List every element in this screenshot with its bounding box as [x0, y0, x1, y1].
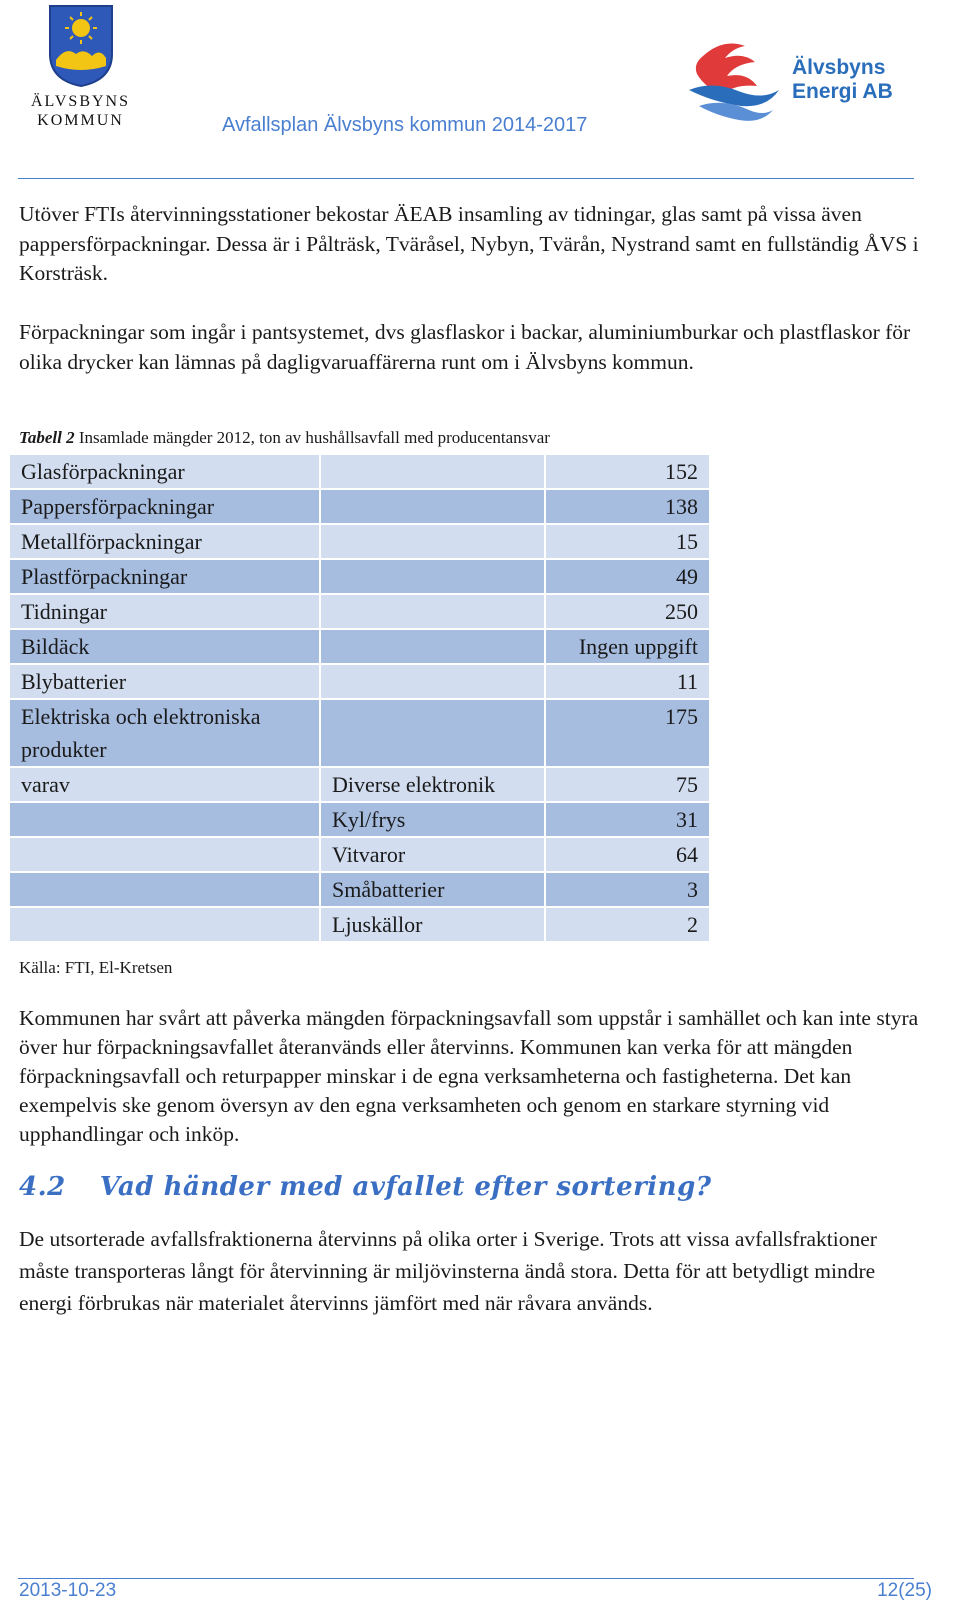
footer-divider: [18, 1578, 914, 1579]
paragraph-after-sorting: De utsorterade avfallsfraktionerna återvinns på olika orter i Sverige. Trots att vissa avfallsfraktioner måste transporteras långt för återvinning är miljövinsterna ändå stora. Detta för att betydligt mindre energi förbrukas när materialet återvinns jämfört med när råvara används.: [19, 1227, 877, 1315]
table-cell-subcategory: Diverse elektronik: [320, 767, 545, 802]
section-heading: [19, 1172, 712, 1202]
table-cell-category: Plastförpackningar: [9, 559, 320, 594]
table-row: [9, 872, 710, 907]
table-cell-category: [9, 907, 320, 942]
table-cell-value: 49: [545, 559, 710, 594]
table-row: [9, 454, 710, 489]
table-row: [9, 629, 710, 664]
footer-date: 2013-10-23: [19, 1580, 117, 1601]
table-cell-value: 64: [545, 837, 710, 872]
municipality-name-line2: KOMMUN: [37, 112, 124, 129]
table-row: [9, 907, 710, 942]
table-cell-category: Blybatterier: [9, 664, 320, 699]
table-cell-subcategory: [320, 664, 545, 699]
section-number: 4.2: [19, 1172, 66, 1202]
table-cell-value: 31: [545, 802, 710, 837]
table-caption: [19, 428, 550, 448]
table-row: [9, 837, 710, 872]
table-source-note: Källa: FTI, El-Kretsen: [19, 958, 173, 977]
table-cell-category: varav: [9, 767, 320, 802]
collected-amounts-table: [8, 453, 711, 943]
table-cell-category: Pappersförpackningar: [9, 489, 320, 524]
energy-name-line2: Energi AB: [792, 80, 893, 103]
table-cell-category: Metallförpackningar: [9, 524, 320, 559]
table-row: [9, 767, 710, 802]
table-cell-subcategory: [320, 454, 545, 489]
document-title: Avfallsplan Älvsbyns kommun 2014-2017: [222, 114, 588, 136]
energy-company-logo: [683, 38, 783, 126]
table-row: [9, 524, 710, 559]
table-cell-category: [9, 802, 320, 837]
table-cell-category: Bildäck: [9, 629, 320, 664]
table-cell-value: 152: [545, 454, 710, 489]
municipality-name: [18, 92, 143, 130]
table-row: [9, 594, 710, 629]
table-cell-value: 15: [545, 524, 710, 559]
table-caption-text: Insamlade mängder 2012, ton av hushållsavfall med producentansvar: [74, 428, 550, 447]
paragraph-deposit-system: Förpackningar som ingår i pantsystemet, dvs glasflaskor i backar, aluminiumburkar och plastflaskor för olika drycker kan lämnas på dagligvaruaffärerna runt om i Älvsbyns kommun.: [19, 320, 911, 374]
table-cell-category: Elektriska och elektroniska produkter: [9, 699, 320, 767]
section-title: Vad händer med avfallet efter sortering?: [99, 1172, 712, 1202]
table-cell-category: Tidningar: [9, 594, 320, 629]
table-row: [9, 664, 710, 699]
table-cell-subcategory: [320, 699, 545, 767]
energy-company-name: [792, 56, 893, 104]
table-cell-value: 250: [545, 594, 710, 629]
paragraph-recycling-stations: Utöver FTIs återvinningsstationer bekostar ÄEAB insamling av tidningar, glas samt på vissa även pappersförpackningar. Dessa är i Pålträsk, Tväråsel, Nybyn, Tvärån, Nystrand samt en fullständig ÅVS i Korsträsk.: [19, 202, 919, 285]
table-cell-value: 75: [545, 767, 710, 802]
table-cell-category: Glasförpackningar: [9, 454, 320, 489]
table-cell-value: Ingen uppgift: [545, 629, 710, 664]
paragraph-packaging-waste: Kommunen har svårt att påverka mängden förpackningsavfall som uppstår i samhället och kan inte styra över hur förpackningsavfallet återanvänds eller återvinns. Kommunen kan verka för att mängden förpackningsavfall och returpapper minskar i de egna verksamheterna och fastigheterna. Det kan exempelvis ske genom översyn av den egna verksamheten och genom en starkare styrning vid upphandlingar och inköp.: [19, 1006, 919, 1146]
table-cell-value: 175: [545, 699, 710, 767]
table-cell-subcategory: [320, 524, 545, 559]
table-row: [9, 699, 710, 767]
table-cell-value: 11: [545, 664, 710, 699]
table-cell-subcategory: [320, 559, 545, 594]
table-row: [9, 802, 710, 837]
table-cell-value: 138: [545, 489, 710, 524]
table-caption-label: Tabell 2: [19, 428, 75, 447]
table-cell-subcategory: Vitvaror: [320, 837, 545, 872]
table-cell-category: [9, 872, 320, 907]
municipality-crest-logo: [46, 2, 116, 88]
table-cell-subcategory: Ljuskällor: [320, 907, 545, 942]
table-cell-subcategory: [320, 594, 545, 629]
table-cell-subcategory: [320, 489, 545, 524]
table-cell-value: 3: [545, 872, 710, 907]
municipality-name-line1: ÄLVSBYNS: [31, 93, 130, 110]
table-cell-category: [9, 837, 320, 872]
table-cell-subcategory: Kyl/frys: [320, 802, 545, 837]
table-cell-value: 2: [545, 907, 710, 942]
footer-page-number: 12(25): [877, 1580, 932, 1601]
table-cell-subcategory: Småbatterier: [320, 872, 545, 907]
energy-name-line1: Älvsbyns: [792, 56, 886, 79]
table-cell-subcategory: [320, 629, 545, 664]
table-row: [9, 559, 710, 594]
table-row: [9, 489, 710, 524]
header-divider: [18, 178, 914, 179]
